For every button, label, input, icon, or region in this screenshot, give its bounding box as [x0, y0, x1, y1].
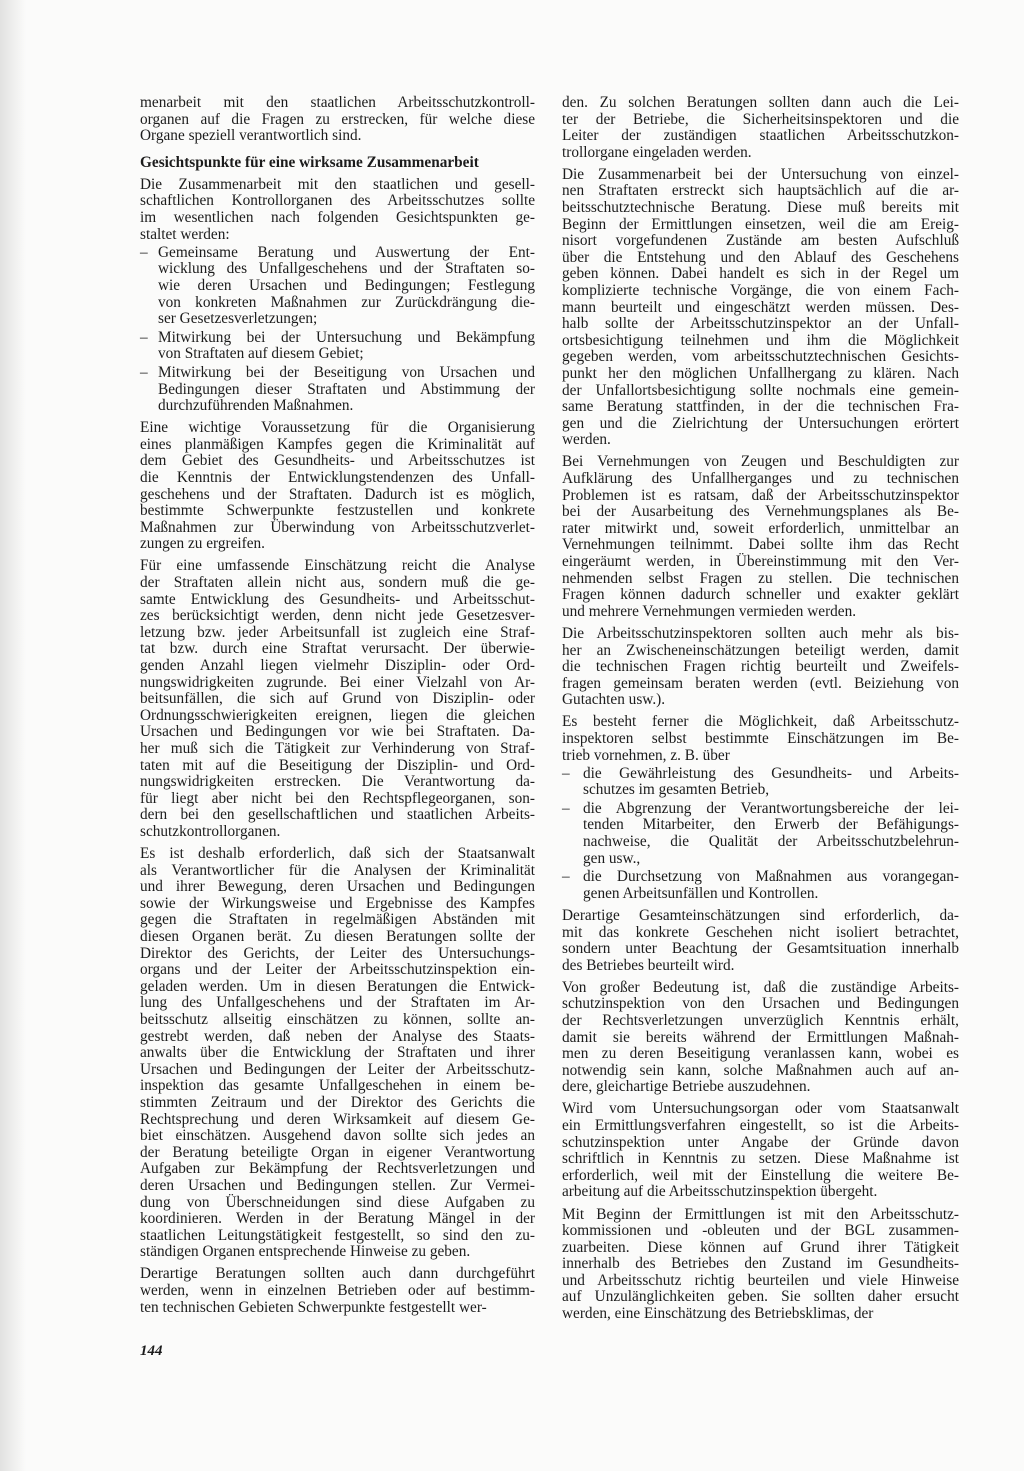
- text-line: als Verantwortlicher für die Analysen der Kriminalität: [140, 861, 535, 879]
- list-item: [562, 869, 959, 902]
- text-line: Bedingungen dieser Straftaten und Abstimmung der: [158, 380, 535, 398]
- paragraph: [562, 626, 959, 709]
- text-line: erforderlich, weil mit der Einstellung die weitere Be-: [562, 1166, 959, 1184]
- text-line: Für eine umfassende Einschätzung reicht die Analyse: [140, 557, 535, 575]
- text-line: organen auf die Fragen zu erstrecken, für welche diese: [140, 110, 535, 128]
- paragraph: [140, 420, 535, 553]
- text-line: Vernehmungen teilnimmt. Dabei sollte ihm das Recht: [562, 536, 959, 554]
- paragraph: [562, 95, 959, 161]
- text-line: nungswidrigkeiten zugrunde. Bei einer Vielzahl von Ar-: [140, 673, 535, 691]
- text-line: fragen gemeinsam beraten werden (evtl. Beiziehung von: [562, 674, 959, 692]
- text-line: Die Zusammenarbeit mit den staatlichen und gesell-: [140, 175, 535, 193]
- text-line: koordinieren. Werden in der Beratung Mängel in der: [140, 1210, 535, 1228]
- text-line: inspektion das gesamte Unfallgeschehen in einem be-: [140, 1077, 535, 1095]
- text-line: trollorgane eingeladen werden.: [562, 143, 752, 161]
- text-line: inspektoren selbst bestimmte Einschätzungen im Be-: [562, 729, 959, 747]
- text-line: trieb vornehmen, z. B. über: [562, 746, 730, 764]
- text-line: beitsschutztechnische Beratung. Diese muß bereits mit: [562, 199, 959, 217]
- text-line: Direktor des Gerichts, der Leiter des Untersuchungs-: [140, 944, 535, 962]
- text-line: Derartige Beratungen sollten auch dann durchgeführt: [140, 1265, 535, 1283]
- text-line: schutzinspektion unter Angabe der Gründe davon: [562, 1133, 959, 1151]
- text-line: dere, gleichartige Betriebe auszudehnen.: [562, 1078, 811, 1096]
- text-line: biet einschätzen. Ausgehend davon sollte sich jedes an: [140, 1127, 535, 1145]
- paragraph: [562, 908, 959, 974]
- text-line: Die Zusammenarbeit bei der Untersuchung von einzel-: [562, 165, 959, 183]
- paragraph: [562, 1101, 959, 1201]
- text-line: Aufgaben zur Bekämpfung der Rechtsverletzungen und: [140, 1160, 535, 1178]
- text-line: der Unfallortsbesichtigung sollte nochmals eine gemein-: [562, 381, 959, 399]
- text-line: Ordnungsschwierigkeiten ereignen, liegen die gleichen: [140, 706, 535, 724]
- right-text-column: [562, 95, 959, 1323]
- text-line: der Beratung beteiligte Organ in eigener Verantwortung: [140, 1143, 535, 1161]
- text-line: Mit Beginn der Ermittlungen ist mit den Arbeitsschutz-: [562, 1205, 959, 1223]
- text-line: der Straftaten allein nicht aus, sondern muß die ge-: [140, 574, 535, 592]
- text-line: staltet werden:: [140, 225, 230, 243]
- text-line: von konkreten Maßnahmen zur Zurückdrängung die-: [158, 293, 535, 311]
- text-line: Gutachten usw.).: [562, 691, 666, 709]
- paragraph: [562, 1207, 959, 1323]
- text-line: bestimmte Schwerpunkte festzustellen und konkrete: [140, 502, 535, 520]
- text-line: Derartige Gesamteinschätzungen sind erforderlich, da-: [562, 906, 959, 924]
- text-line: nisort vorgefundenen Zustände am besten Aufschluß: [562, 232, 959, 250]
- section-heading: [140, 155, 535, 172]
- list-dash: –: [140, 363, 148, 381]
- text-line: organs und der Leiter der Arbeitsschutzinspektion ein-: [140, 961, 535, 979]
- text-line: wie deren Ursachen und Bedingungen; Festlegung: [158, 276, 535, 294]
- text-line: werden, wenn in einzelnen Betrieben oder auf bestimm-: [140, 1281, 535, 1299]
- page-number: 144: [140, 1343, 163, 1359]
- text-line: tenden Mitarbeiter, den Erwerb der Befähigungs-: [583, 816, 959, 834]
- paragraph: [562, 714, 959, 764]
- text-line: von Straftaten auf diesem Gebiet;: [158, 345, 364, 363]
- list-item: [140, 365, 535, 415]
- text-line: nen Straftaten erstreckt sich hauptsächlich auf die ar-: [562, 182, 959, 200]
- text-line: staatlichen Leitungstätigkeit festgestellt, so sind den zu-: [140, 1226, 535, 1244]
- text-line: gestrebt werden, daß neben der Analyse des Staats-: [140, 1027, 535, 1045]
- left-text-column: [140, 95, 535, 1316]
- list-dash: –: [562, 868, 570, 886]
- text-line: sondern unter Beachtung der Gesamtsituation innerhalb: [562, 940, 959, 958]
- text-line: anwalts über die Entwicklung der Straftaten und ihrer: [140, 1044, 535, 1062]
- text-line: werden.: [562, 431, 611, 449]
- paragraph: [562, 167, 959, 449]
- text-line: durchzuführenden Maßnahmen.: [158, 397, 354, 415]
- paragraph: [562, 454, 959, 620]
- text-line: geschehens und der Straftaten. Dadurch ist es möglich,: [140, 485, 535, 503]
- text-line: zungen zu ergreifen.: [140, 535, 266, 553]
- text-line: Rechtsprechung und deren Wirksamkeit auf diesem Ge-: [140, 1110, 535, 1128]
- text-line: Ursachen und Bedingungen vor wie bei Straftaten. Da-: [140, 723, 535, 741]
- text-line: beitsunfällen, die sich auf Grund von Disziplin- oder: [140, 690, 535, 708]
- text-line: Gemeinsame Beratung und Auswertung der Ent-: [158, 243, 535, 261]
- text-line: über die Entstehung und den Ablauf des Geschehens: [562, 248, 959, 266]
- text-line: im wesentlichen nach folgenden Gesichtspunkten ge-: [140, 209, 535, 227]
- text-line: schaftlichen Kontrollorganen des Arbeitsschutzes sollte: [140, 192, 535, 210]
- text-line: mit das konkrete Geschehen nicht isoliert betrachtet,: [562, 923, 959, 941]
- text-line: Gesichtspunkte für eine wirksame Zusammenarbeit: [140, 153, 479, 171]
- text-line: eines planmäßigen Kampfes gegen die Kriminalität auf: [140, 435, 535, 453]
- text-line: bei der Ausarbeitung des Vernehmungsplanes als Be-: [562, 503, 959, 521]
- text-line: Es ist deshalb erforderlich, daß sich der Staatsanwalt: [140, 845, 535, 863]
- text-line: samte Entwicklung des Gesundheits- und Arbeitsschut-: [140, 590, 535, 608]
- paragraph: [140, 558, 535, 840]
- text-line: dem Gebiet des Gesundheits- und Arbeitsschutzes ist: [140, 452, 535, 470]
- text-line: genen Arbeitsunfällen und Kontrollen.: [583, 884, 819, 902]
- text-line: Leiter der zuständigen staatlichen Arbeitsschutzkon-: [562, 127, 959, 145]
- text-line: und ihrer Bewegung, deren Ursachen und Bedingungen: [140, 878, 535, 896]
- text-line: menarbeit mit den staatlichen Arbeitsschutzkontroll-: [140, 94, 535, 111]
- list-item: [140, 330, 535, 363]
- text-line: schriftlich in Kenntnis zu setzen. Diese Maßnahme ist: [562, 1150, 959, 1168]
- text-line: ter der Betriebe, die Sicherheitsinspektoren und die: [562, 110, 959, 128]
- text-line: deren Ursachen und Bedingungen stellen. Zur Vermei-: [140, 1176, 535, 1194]
- text-line: des Betriebes beurteilt wird.: [562, 956, 735, 974]
- text-line: lung des Unfallgeschehens und der Straftaten im Ar-: [140, 994, 535, 1012]
- list-dash: –: [140, 243, 148, 261]
- text-line: die Durchsetzung von Maßnahmen aus vorangegan-: [583, 868, 959, 886]
- text-line: genden Anzahl liegen vielmehr Disziplin- oder Ord-: [140, 657, 535, 674]
- text-line: Aufklärung des Unfallherganges und zu technischen: [562, 470, 959, 488]
- list-item: [140, 245, 535, 328]
- text-line: der Rechtsverletzungen unverzüglich Kenntnis erhält,: [562, 1011, 959, 1029]
- text-line: sowie der Wirkungsweise und Ergebnisse des Kampfes: [140, 894, 535, 912]
- text-line: auf Unzulänglichkeiten geben. Sie sollten daher ersucht: [562, 1288, 959, 1306]
- text-line: damit sie bereits während der Ermittlungen Maßnah-: [562, 1028, 959, 1046]
- paragraph: [140, 177, 535, 243]
- text-line: mann beurteilt und eingeschätzt werden müssen. Des-: [562, 298, 959, 316]
- text-line: Mitwirkung bei der Beseitigung von Ursachen und: [158, 363, 535, 381]
- text-line: die Gewährleistung des Gesundheits- und Arbeits-: [583, 764, 959, 782]
- text-line: Ursachen und Bedingungen der Leiter der Arbeitsschutz-: [140, 1060, 535, 1078]
- text-line: arbeitung auf die Arbeitsschutzinspektion übergeht.: [562, 1183, 878, 1201]
- text-line: Bei Vernehmungen von Zeugen und Beschuldigten zur: [562, 453, 959, 471]
- text-line: geladen werden. Um in diesen Beratungen die Entwick-: [140, 977, 535, 995]
- text-line: beitsschutz allseitig einschätzen zu können, sollte an-: [140, 1010, 535, 1028]
- text-line: kommissionen und -obleuten und der BGL zusammen-: [562, 1222, 959, 1240]
- text-line: Fragen können dadurch schneller und exakter geklärt: [562, 586, 959, 604]
- list-dash: –: [562, 799, 570, 817]
- paragraph: [140, 1266, 535, 1316]
- text-line: Organe speziell verantwortlich sind.: [140, 127, 362, 145]
- text-line: innerhalb des Betriebes den Zustand im Gesundheits-: [562, 1255, 959, 1273]
- text-line: die Abgrenzung der Verantwortungsbereiche der lei-: [583, 799, 959, 817]
- text-line: taten mit auf die Beseitigung der Disziplin- und Ord-: [140, 756, 535, 774]
- text-line: gegeben werden, vom arbeitsschutztechnischen Gesichts-: [562, 348, 959, 366]
- text-line: Problemen ist es ratsam, daß der Arbeitsschutzinspektor: [562, 486, 959, 504]
- text-line: ten technischen Gebieten Schwerpunkte festgestellt wer-: [140, 1298, 487, 1316]
- text-line: punkt her den möglichen Unfallhergang zu klären. Nach: [562, 365, 959, 382]
- text-line: nachweise, die Qualität der Arbeitsschutzbelehrun-: [583, 833, 959, 851]
- text-line: Wird vom Untersuchungsorgan oder vom Staatsanwalt: [562, 1100, 959, 1118]
- text-line: halb sollte der Arbeitsschutzinspektor an der Unfall-: [562, 315, 959, 333]
- text-line: zes berücksichtigt werden, denn nicht jede Gesetzesver-: [140, 607, 535, 625]
- text-line: die Kenntnis der Entwicklungstendenzen des Unfall-: [140, 468, 535, 486]
- text-line: Mitwirkung bei der Untersuchung und Bekämpfung: [158, 328, 535, 346]
- text-line: her an Zwischeneinschätzungen beteiligt werden, damit: [562, 641, 959, 659]
- list-dash: –: [140, 328, 148, 346]
- text-line: zuarbeiten. Diese können auf Grund ihrer Tätigkeit: [562, 1238, 959, 1256]
- text-line: ser Gesetzesverletzungen;: [158, 310, 318, 328]
- text-line: Maßnahmen zur Überwindung von Arbeitsschutzverlet-: [140, 518, 535, 536]
- text-line: und Arbeitsschutz richtig beurteilen und viele Hinweise: [562, 1271, 959, 1289]
- text-line: nehmenden selbst Fragen zu stellen. Die technischen: [562, 569, 959, 587]
- text-line: gen usw.,: [583, 849, 641, 867]
- text-line: same Beratung stattfinden, in der die technischen Fra-: [562, 398, 959, 416]
- text-line: Eine wichtige Voraussetzung für die Organisierung: [140, 419, 535, 437]
- text-line: stimmten Zeitraum und der Direktor des Gerichts die: [140, 1093, 535, 1111]
- text-line: dern bei den gesellschaftlichen und staatlichen Arbeits-: [140, 806, 535, 824]
- text-line: letzung bzw. jeder Arbeitsunfall ist zugleich eine Straf-: [140, 623, 535, 641]
- text-line: schutzinspektion von den Ursachen und Bedingungen: [562, 995, 959, 1013]
- list-dash: –: [562, 764, 570, 782]
- text-line: ständigen Organen entsprechende Hinweise zu geben.: [140, 1243, 471, 1261]
- list-item: [562, 801, 959, 867]
- text-line: eingeräumt werden, in Übereinstimmung mit den Ver-: [562, 553, 959, 571]
- text-line: diesen Organen berät. Zu diesen Beratungen sollte der: [140, 928, 535, 945]
- text-line: die technischen Fragen richtig beurteilt und Zweifels-: [562, 658, 959, 676]
- text-line: ortsbesichtigung teilnehmen und ihm die Möglichkeit: [562, 331, 959, 349]
- list-item: [562, 766, 959, 799]
- text-line: und mehrere Vernehmungen vermieden werden.: [562, 602, 857, 620]
- text-line: notwendig sein kann, solche Maßnahmen auch auf an-: [562, 1061, 959, 1079]
- text-line: Die Arbeitsschutzinspektoren sollten auch mehr als bis-: [562, 624, 959, 642]
- paragraph: [140, 846, 535, 1261]
- scan-edge-shadow: [0, 0, 26, 1471]
- text-line: dung von Überschneidungen sind diese Aufgaben zu: [140, 1193, 535, 1211]
- text-line: gen und die Zielrichtung der Untersuchungen erörtert: [562, 414, 959, 432]
- text-line: schutzes im gesamten Betrieb,: [583, 781, 770, 799]
- text-line: her muß sich die Tätigkeit zur Verhinderung von Straf-: [140, 739, 535, 757]
- text-line: Es besteht ferner die Möglichkeit, daß Arbeitsschutz-: [562, 713, 959, 731]
- text-line: für liegt aber nicht bei den Rechtspflegeorganen, son-: [140, 789, 535, 807]
- text-line: tat bzw. durch eine Straftat verursacht. Der überwie-: [140, 640, 535, 658]
- text-line: wicklung des Unfallgeschehens und der Straftaten so-: [158, 260, 535, 278]
- text-line: gegen die Straftaten in regelmäßigen Abständen mit: [140, 911, 535, 929]
- text-line: geben können. Dabei handelt es sich in der Regel um: [562, 265, 959, 283]
- text-line: werden, eine Einschätzung des Betriebsklimas, der: [562, 1305, 874, 1323]
- text-line: den. Zu solchen Beratungen sollten dann auch die Lei-: [562, 94, 959, 111]
- text-line: Beginn der Ermittlungen einsetzen, weil die am Ereig-: [562, 215, 959, 233]
- text-line: komplizierte technische Vorgänge, die von einem Fach-: [562, 282, 959, 300]
- paragraph: [562, 980, 959, 1096]
- text-line: schutzkontrollorganen.: [140, 822, 281, 840]
- paragraph: [140, 95, 535, 145]
- text-line: rater mitwirkt und, soweit erforderlich, unmittelbar an: [562, 519, 959, 537]
- text-line: ein Ermittlungsverfahren eingestellt, so ist die Arbeits-: [562, 1117, 959, 1135]
- text-line: nungswidrigkeiten erstrecken. Die Verantwortung da-: [140, 773, 535, 791]
- text-line: men zu deren Beseitigung veranlassen kann, wobei es: [562, 1045, 959, 1063]
- text-line: Von großer Bedeutung ist, daß die zuständige Arbeits-: [562, 978, 959, 996]
